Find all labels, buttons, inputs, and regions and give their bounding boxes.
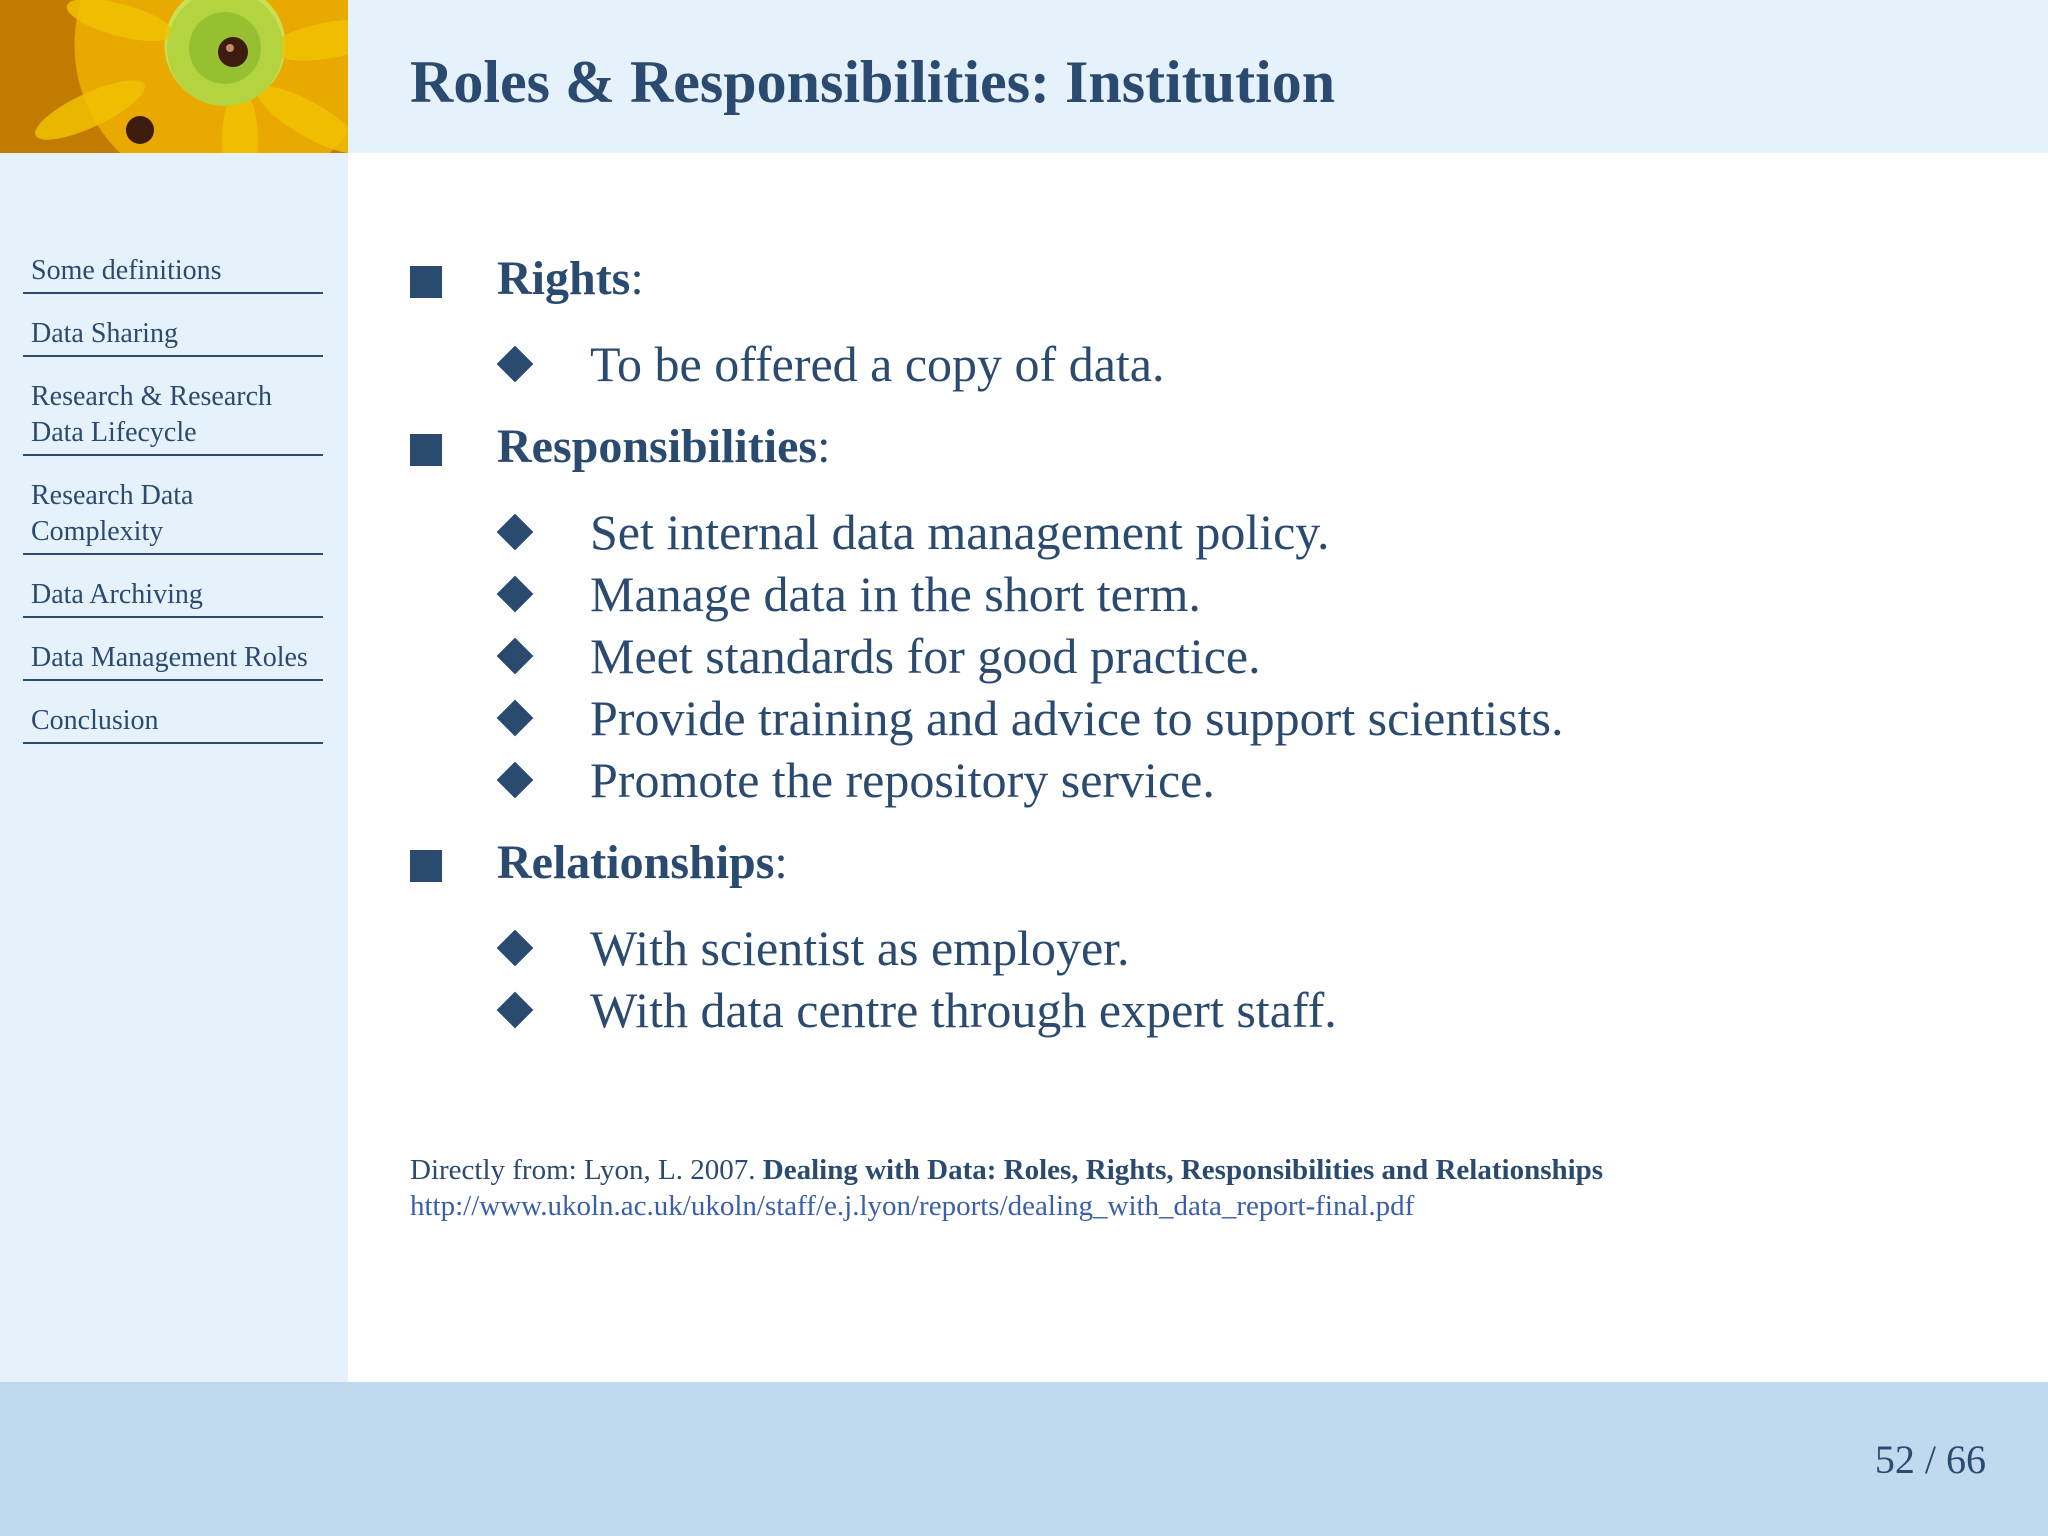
section-heading [410,418,2010,480]
square-bullet-icon [410,266,442,298]
page-title: Roles & Responsibilities: Institution [410,49,1336,115]
square-bullet-icon [410,434,442,466]
list-item: To be offered a copy of data. [410,334,2010,396]
flower-logo [0,0,348,153]
section-responsibilities [410,418,2010,812]
section-nav [23,253,323,766]
sidebar-item-data-sharing[interactable]: Data Sharing [23,316,323,357]
sidebar-item-data-archiving[interactable]: Data Archiving [23,577,323,618]
list-item: Manage data in the short term. [410,564,2010,626]
list-item: With scientist as employer. [410,918,2010,980]
diamond-bullet-icon [497,762,534,799]
sidebar-item-research-data-complexity[interactable]: Research Data Complexity [23,478,323,555]
list-item: Provide training and advice to support scientists. [410,688,2010,750]
reference-link[interactable]: http://www.ukoln.ac.uk/ukoln/staff/e.j.lyon/reports/dealing_with_data_report-final.pdf [410,1190,1415,1222]
list-item: Promote the repository service. [410,750,2010,812]
sidebar-item-research-lifecycle[interactable]: Research & Research Data Lifecycle [23,379,323,456]
diamond-bullet-icon [497,576,534,613]
list-item: Meet standards for good practice. [410,626,2010,688]
sidebar-item-data-management-roles[interactable]: Data Management Roles [23,640,323,681]
diamond-bullet-icon [497,346,534,383]
diamond-bullet-icon [497,514,534,551]
diamond-bullet-icon [497,638,534,675]
section-heading [410,834,2010,896]
section-rights [410,250,2010,396]
sidebar-item-some-definitions[interactable]: Some definitions [23,253,323,294]
section-heading-text: Responsibilities: [497,420,831,473]
square-bullet-icon [410,850,442,882]
diamond-bullet-icon [497,930,534,967]
bullet-list [410,502,2010,812]
slide-footer [0,1382,2048,1536]
section-heading [410,250,2010,312]
page-number: 52 / 66 [1874,1437,1986,1482]
list-item: Set internal data management policy. [410,502,2010,564]
reference-citation [410,1152,1603,1224]
diamond-bullet-icon [497,700,534,737]
slide-header [348,0,2048,153]
reference-title: Dealing with Data: Roles, Rights, Responsibilities and Relationships [762,1154,1604,1186]
section-heading-text: Rights: [497,252,644,305]
flower-icon [0,0,348,153]
sidebar-item-conclusion[interactable]: Conclusion [23,703,323,744]
slide-content [410,250,2010,1064]
bullet-list [410,918,2010,1042]
section-relationships [410,834,2010,1042]
section-heading-text: Relationships: [497,836,788,889]
list-item: With data centre through expert staff. [410,980,2010,1042]
sidebar-navigation [0,153,348,1382]
diamond-bullet-icon [497,992,534,1029]
reference-prefix: Directly from: Lyon, L. 2007. [410,1154,756,1186]
bullet-list [410,334,2010,396]
